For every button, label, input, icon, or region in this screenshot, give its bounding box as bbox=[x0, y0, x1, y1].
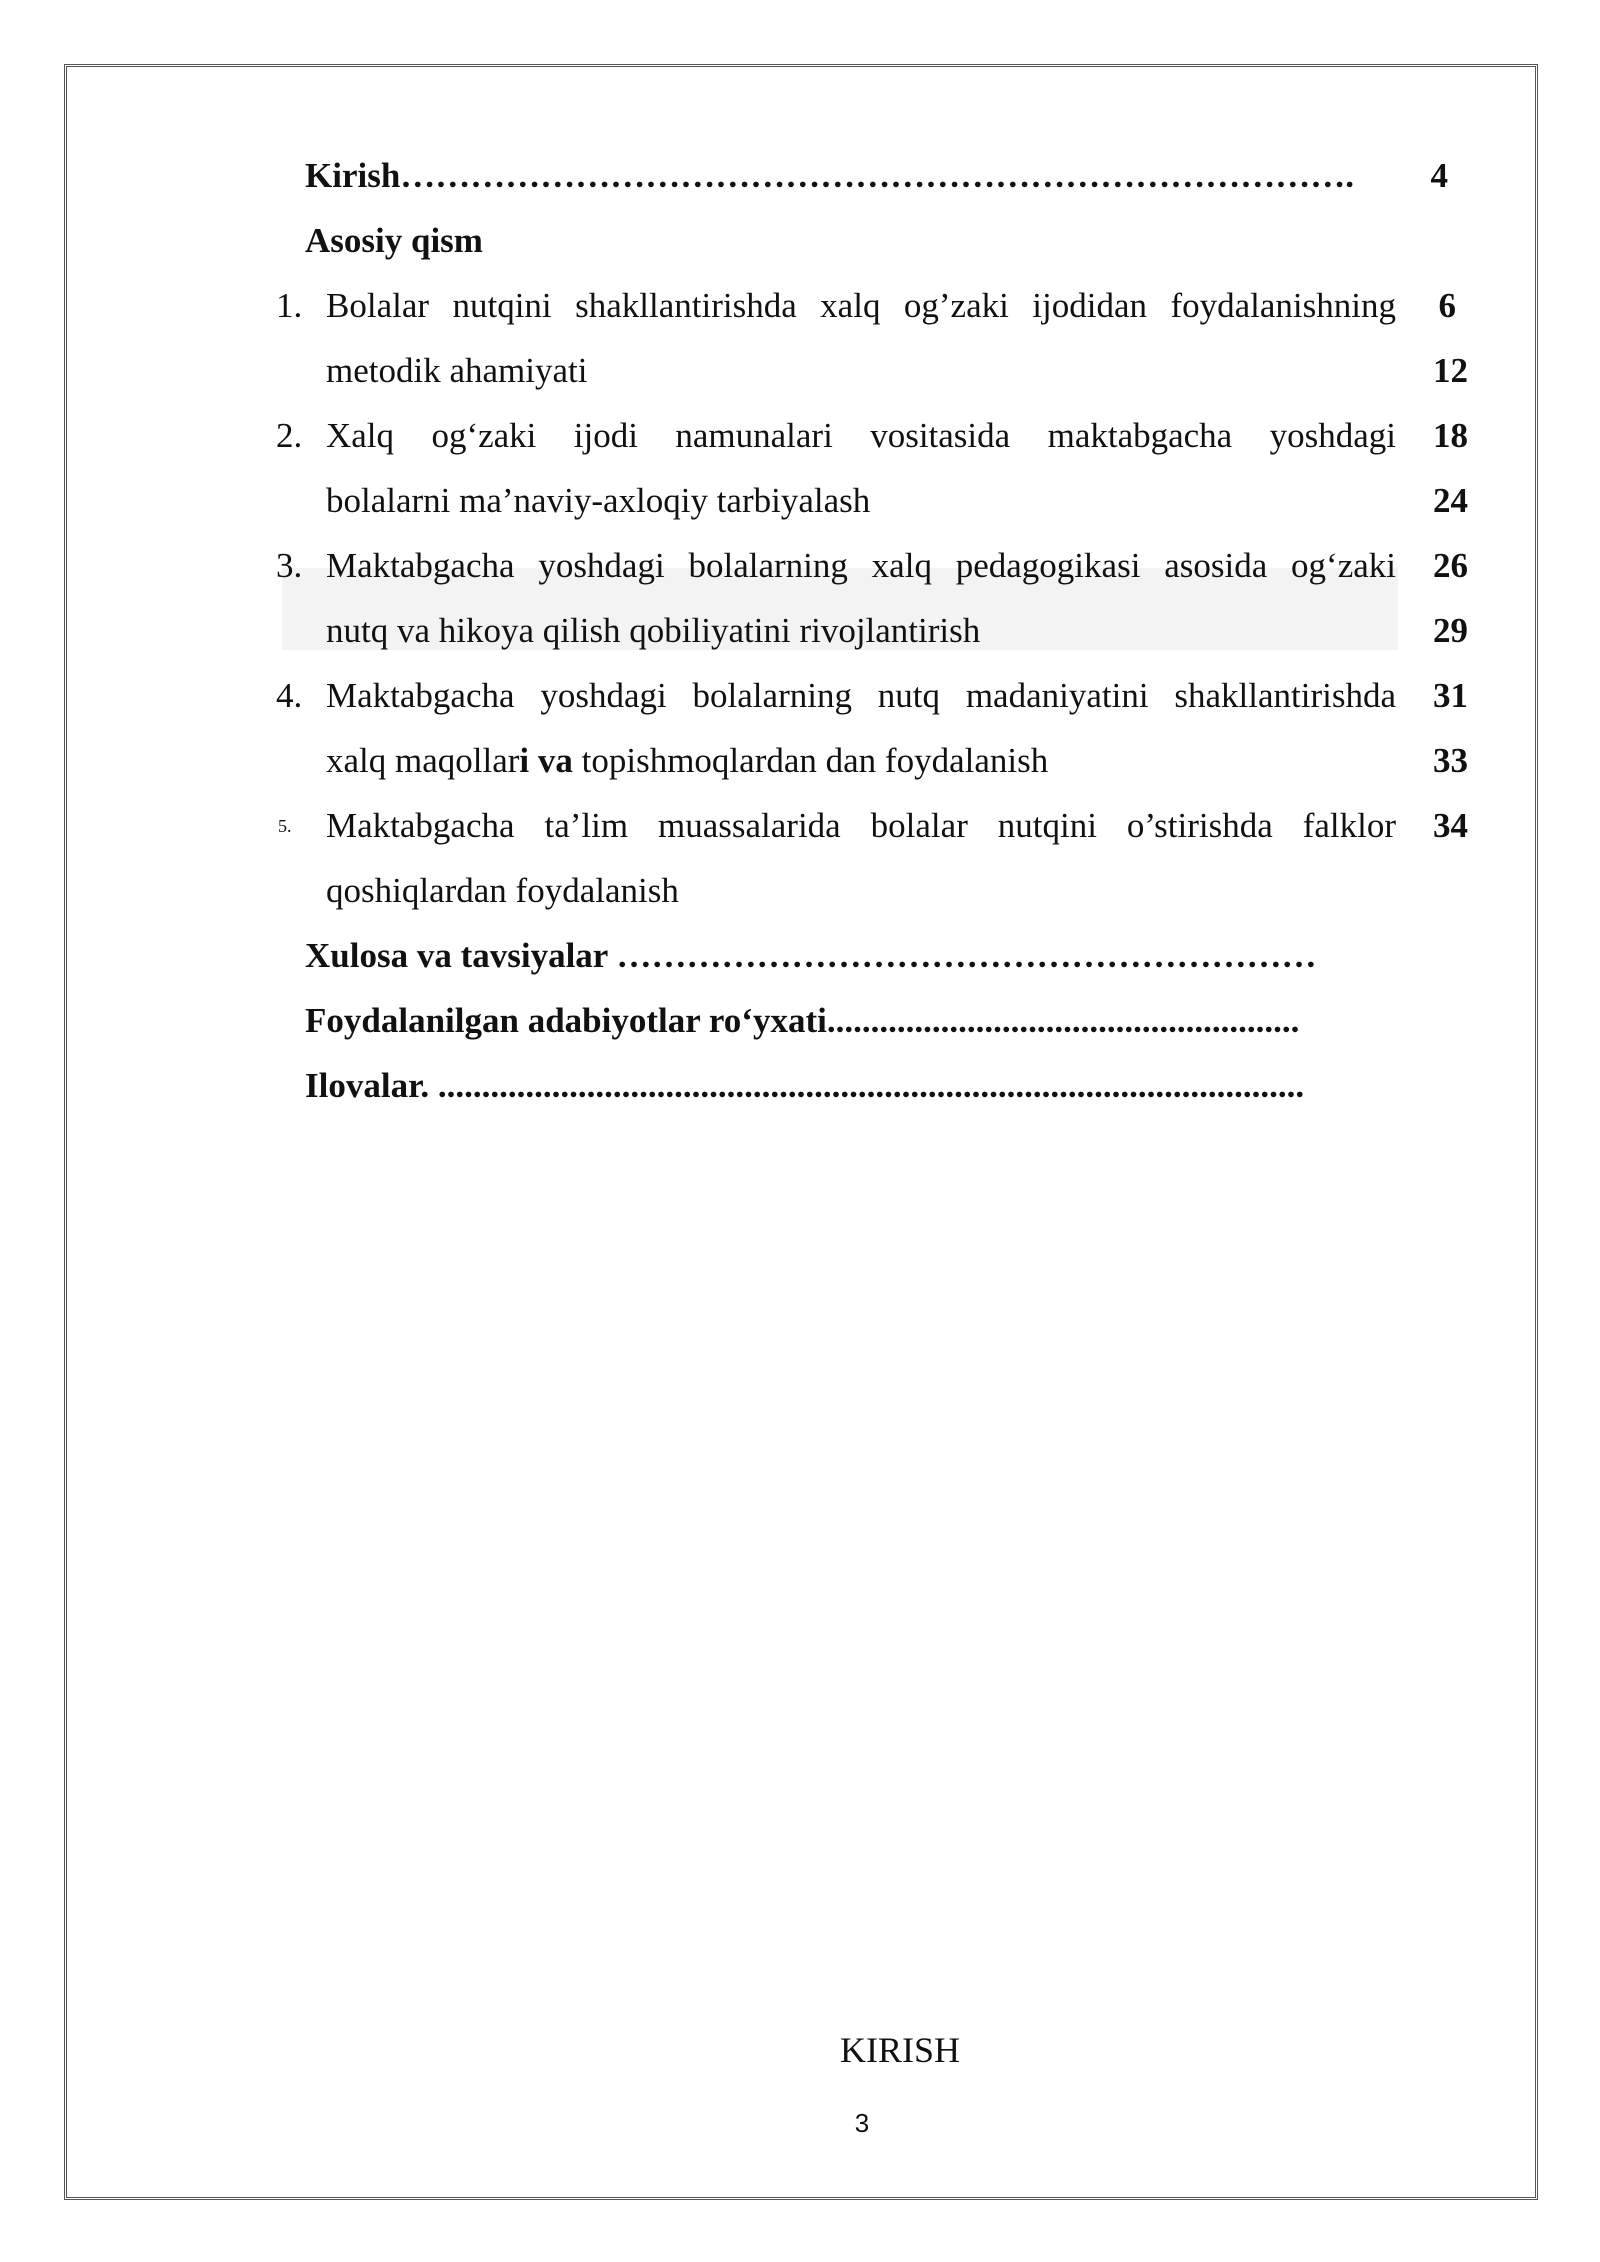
toc-item-text: Maktabgacha yoshdagi bolalarning xalq pedagogikasi asosida og‘zaki bbox=[326, 546, 1396, 585]
toc-item-text: Maktabgacha ta’lim muassalarida bolalar nutqini o’stirishda falklor bbox=[326, 806, 1396, 845]
page-number: 3 bbox=[854, 2108, 870, 2138]
toc-conclusion-label[interactable]: Xulosa va tavsiyalar …………………………………………………… bbox=[305, 936, 1317, 975]
toc-item-page: 34 bbox=[1433, 806, 1468, 845]
toc-intro-label[interactable]: Kirish………………………………………………………………………. bbox=[305, 156, 1355, 195]
toc-intro-page: 4 bbox=[1430, 156, 1448, 195]
toc-item-1-line-1[interactable] bbox=[326, 286, 1396, 326]
toc-item-number: 2. bbox=[276, 416, 303, 455]
toc-item-5-line-1[interactable] bbox=[326, 806, 1396, 846]
toc-item-text-part: xalq maqollar bbox=[326, 741, 520, 780]
toc-item-text: Maktabgacha yoshdagi bolalarning nutq madaniyatini shakllantirishda bbox=[326, 676, 1396, 715]
toc-item-number: 4. bbox=[276, 676, 303, 715]
toc-item-4-line-2[interactable] bbox=[326, 741, 1396, 781]
toc-item-text-part: topishmoqlardan dan foydalanish bbox=[572, 741, 1049, 780]
toc-references-label[interactable]: Foydalanilgan adabiyotlar ro‘yxati...................................................... bbox=[305, 1001, 1300, 1040]
toc-item-number: 3. bbox=[276, 546, 303, 585]
toc-item-1-line-2[interactable]: metodik ahamiyati bbox=[326, 351, 588, 390]
toc-item-3-line-1[interactable] bbox=[326, 546, 1396, 586]
toc-item-2-line-1[interactable] bbox=[326, 416, 1396, 456]
toc-item-page: 24 bbox=[1433, 481, 1468, 520]
toc-appendix-label[interactable]: Ilovalar. ................................................................................................... bbox=[305, 1066, 1305, 1105]
toc-item-2-line-2[interactable]: bolalarni ma’naviy-axloqiy tarbiyalash bbox=[326, 481, 871, 520]
toc-item-page: 18 bbox=[1433, 416, 1468, 455]
toc-item-page: 31 bbox=[1433, 676, 1468, 715]
toc-item-page: 26 bbox=[1433, 546, 1468, 585]
toc-item-5-line-2[interactable]: qoshiqlardan foydalanish bbox=[326, 871, 679, 910]
toc-item-page: 29 bbox=[1433, 611, 1468, 650]
toc-item-page: 6 bbox=[1438, 286, 1456, 325]
toc-item-number: 5. bbox=[278, 816, 292, 836]
toc-item-text-bold-part: i va bbox=[519, 741, 573, 780]
toc-item-number: 1. bbox=[276, 286, 303, 325]
toc-item-3-line-2[interactable]: nutq va hikoya qilish qobiliyatini rivojlantirish bbox=[326, 611, 981, 650]
toc-main-part-label: Asosiy qism bbox=[305, 221, 483, 260]
toc-item-page: 12 bbox=[1433, 351, 1468, 390]
toc-item-page: 33 bbox=[1433, 741, 1468, 780]
toc-item-text: Xalq og‘zaki ijodi namunalari vositasida maktabgacha yoshdagi bbox=[326, 416, 1396, 455]
next-section-heading: KIRISH bbox=[839, 2030, 960, 2070]
toc-item-4-line-1[interactable] bbox=[326, 676, 1396, 716]
toc-item-text: Bolalar nutqini shakllantirishda xalq og’zaki ijodidan foydalanishning bbox=[326, 286, 1396, 325]
